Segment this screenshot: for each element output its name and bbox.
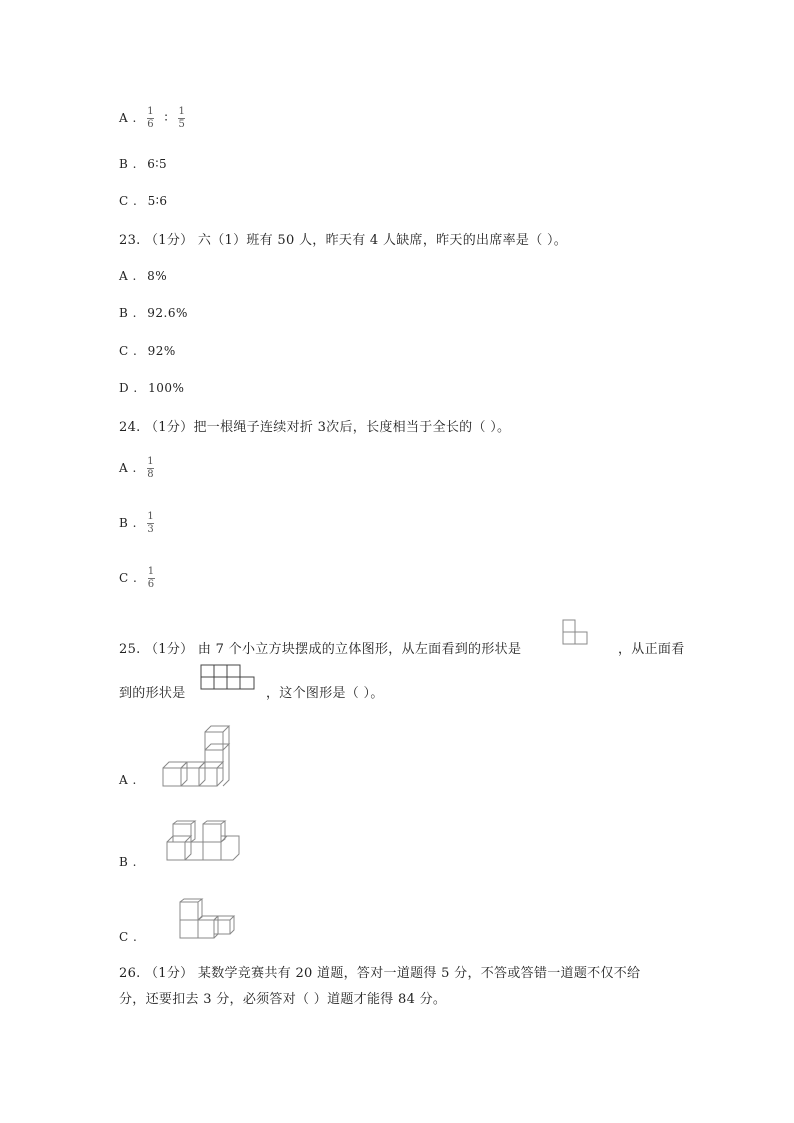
numerator: 1 [178,106,186,117]
q23-option-d[interactable] [119,381,184,395]
option-label: C . [119,571,138,585]
option-text: 100% [148,381,185,395]
option-label: A . [119,111,137,125]
q24-option-b[interactable] [119,512,154,535]
option-text: 92% [147,344,176,358]
fraction [147,107,154,130]
option-label: B . [119,306,137,320]
q24-stem: 24. （1分）把一根绳子连续对折 3次后，长度相当于全长的（ ）。 [119,420,511,435]
numerator: 1 [147,566,155,577]
numerator: 1 [147,456,155,467]
q23-option-b[interactable] [119,306,188,320]
q25-stem-line1-a: 25. （1分） 由 7 个小立方块摆成的立体图形，从左面看到的形状是 [119,642,522,657]
q26-stem-line2: 分，还要扣去 3 分，必须答对（ ）道题才能得 84 分。 [119,992,447,1007]
q25-stem-line2-b: ，这个图形是（ ）。 [266,686,384,701]
fraction [178,107,185,130]
denominator: 6 [147,579,155,590]
denominator: 3 [147,524,155,535]
q22-option-b[interactable] [119,157,167,171]
option-text: 92.6% [147,306,188,320]
numerator: 1 [147,106,155,117]
option-label: B . [119,157,137,171]
q26-stem-line1: 26. （1分） 某数学竞赛共有 20 道题，答对一道题得 5 分，不答或答错一道题不仅不给 [119,966,641,981]
option-label: C . [119,344,138,358]
option-text: 5∶6 [147,194,168,208]
option-text: 8% [147,269,168,283]
denominator: 6 [147,119,155,130]
option-label: A . [119,461,137,475]
q25-stem-line2-a: 到的形状是 [119,686,186,701]
ratio-sign: ∶ [164,111,169,125]
q23-option-c[interactable] [119,344,176,358]
q23-option-a[interactable] [119,269,167,283]
q25-option-a[interactable] [119,773,137,787]
option-label: D . [119,381,138,395]
denominator: 8 [147,469,155,480]
numerator: 1 [147,511,155,522]
q24-option-c[interactable] [119,567,155,590]
option-label: B . [119,516,137,530]
fraction [147,457,154,480]
q22-option-a[interactable] [119,107,185,130]
option-label: A . [119,773,137,787]
cube-figure-a[interactable] [160,724,240,786]
q22-option-c[interactable] [119,194,168,208]
option-label: A . [119,269,137,283]
denominator: 5 [178,119,186,130]
option-label: C . [119,930,138,944]
option-label: B . [119,855,137,869]
q25-stem-line1-b: ，从正面看 [618,642,685,657]
option-text: 6∶5 [147,157,168,171]
fraction [148,567,155,590]
left-view-figure [562,619,590,647]
q24-option-a[interactable] [119,457,154,480]
front-view-figure [200,664,260,692]
q23-stem: 23. （1分） 六（1）班有 50 人，昨天有 4 人缺席，昨天的出席率是（ ）。 [119,233,568,248]
cube-figure-b[interactable] [164,820,244,864]
cube-figure-c[interactable] [176,898,240,940]
option-label: C . [119,194,138,208]
fraction [147,512,154,535]
q25-option-c[interactable] [119,930,137,944]
q25-option-b[interactable] [119,855,137,869]
